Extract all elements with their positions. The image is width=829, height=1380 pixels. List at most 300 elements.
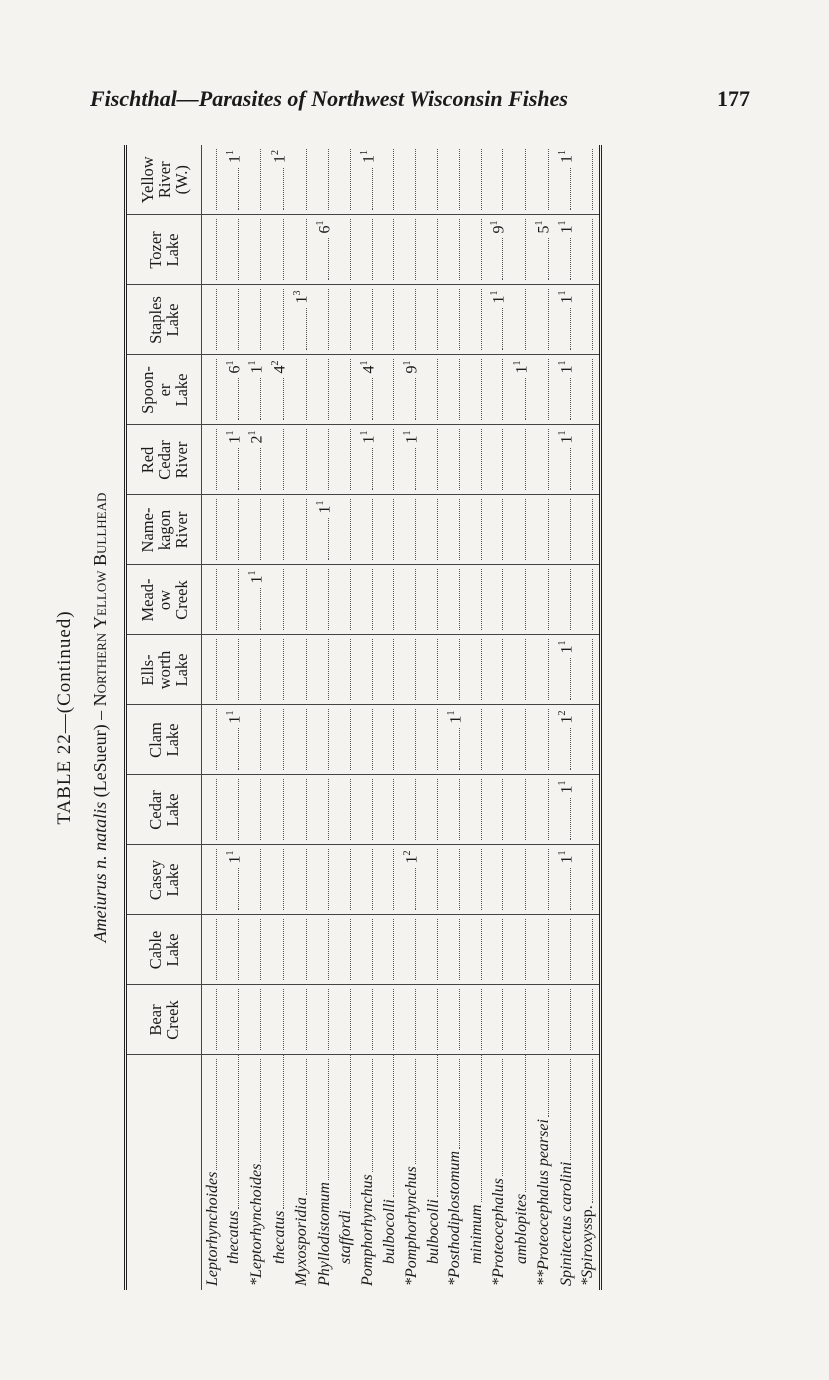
count-cell <box>510 425 533 495</box>
count-superscript: 2 <box>556 710 568 716</box>
count-cell <box>268 635 291 705</box>
parasite-name <box>423 1055 444 1290</box>
dot-leader <box>415 570 416 631</box>
dot-leader <box>502 640 503 701</box>
count-superscript: 1 <box>556 640 568 646</box>
dot-leader <box>260 500 261 561</box>
count-superscript: 1 <box>358 150 370 155</box>
count-superscript: 1 <box>556 220 568 226</box>
dot-leader <box>502 990 503 1051</box>
dot-leader <box>437 990 438 1051</box>
count-value <box>247 358 266 377</box>
count-cell <box>555 145 578 215</box>
dot-leader <box>592 850 593 911</box>
dot-leader <box>216 220 217 281</box>
dot-leader <box>283 850 284 911</box>
count-superscript: 1 <box>489 290 501 296</box>
count-cell <box>444 635 467 705</box>
count-cell <box>379 495 400 565</box>
count-superscript: 2 <box>269 360 281 366</box>
count-superscript: 1 <box>314 220 326 226</box>
dot-leader <box>306 500 307 561</box>
count-cell <box>313 705 336 775</box>
count-value <box>557 428 576 447</box>
subtitle-author: (LeSueur) <box>90 724 110 798</box>
count-cell <box>401 705 424 775</box>
count-cell <box>533 635 556 705</box>
count-cell <box>223 425 246 495</box>
dot-leader <box>283 570 284 631</box>
count-cell <box>357 845 380 915</box>
dot-leader <box>372 168 373 211</box>
count-cell <box>291 635 314 705</box>
dot-leader <box>525 920 526 981</box>
count-superscript: 1 <box>534 220 546 226</box>
column-header-line: Mead- <box>137 578 157 622</box>
count-cell <box>357 145 380 215</box>
count-cell <box>401 495 424 565</box>
count-cell <box>379 915 400 985</box>
count-cell <box>401 215 424 285</box>
count-cell <box>401 985 424 1055</box>
count-cell <box>268 915 291 985</box>
count-superscript: 3 <box>292 290 304 296</box>
count-cell <box>246 565 269 635</box>
dot-leader <box>415 990 416 1051</box>
dot-leader <box>216 290 217 351</box>
dot-leader <box>502 500 503 561</box>
dot-leader <box>459 570 460 631</box>
count-cell <box>202 355 224 425</box>
column-header-line: Cedar <box>146 790 165 830</box>
dot-leader <box>260 449 261 491</box>
parasite-table <box>124 145 602 1290</box>
dot-leader <box>238 990 239 1051</box>
count-cell <box>223 915 246 985</box>
count-value <box>557 848 576 867</box>
dot-leader <box>415 379 416 421</box>
count-cell <box>291 845 314 915</box>
count-cell <box>336 285 357 355</box>
count-cell <box>357 775 380 845</box>
column-header <box>127 355 202 425</box>
count-number: 1 <box>558 225 576 234</box>
table-row <box>444 145 467 1290</box>
dot-leader <box>350 850 351 911</box>
count-cell <box>357 215 380 285</box>
count-cell <box>401 355 424 425</box>
dot-leader <box>548 500 549 561</box>
dot-leader <box>525 149 526 211</box>
count-cell <box>423 215 444 285</box>
dot-leader <box>283 990 284 1051</box>
count-cell <box>246 145 269 215</box>
count-cell <box>291 355 314 425</box>
count-value <box>359 147 378 166</box>
dot-leader <box>216 570 217 631</box>
parasite-label: bulbocolli <box>424 1199 442 1264</box>
page-number: 177 <box>717 86 750 111</box>
parasite-name <box>336 1055 357 1290</box>
column-header <box>127 845 202 915</box>
dot-leader <box>238 1055 239 1209</box>
column-header-line: Lake <box>163 933 182 967</box>
count-cell <box>379 425 400 495</box>
count-number: 1 <box>558 435 576 444</box>
count-value <box>489 218 508 237</box>
count-cell <box>578 845 599 915</box>
count-cell <box>510 145 533 215</box>
count-cell <box>223 145 246 215</box>
count-value <box>270 147 289 166</box>
count-number: 1 <box>226 855 244 864</box>
dot-leader <box>415 449 416 491</box>
count-cell <box>488 775 511 845</box>
dot-leader <box>393 920 394 981</box>
table-title: TABLE 22—(Continued) <box>54 610 75 825</box>
dot-leader <box>306 570 307 631</box>
dot-leader <box>592 780 593 841</box>
count-superscript: 1 <box>402 360 414 366</box>
table-row <box>313 145 336 1290</box>
count-number: 1 <box>359 155 377 163</box>
count-cell <box>223 635 246 705</box>
count-cell <box>401 145 424 215</box>
dot-leader <box>306 710 307 771</box>
count-cell <box>268 705 291 775</box>
count-value <box>247 428 266 447</box>
dot-leader <box>502 149 503 211</box>
count-number: 1 <box>513 365 531 374</box>
dot-leader <box>570 449 571 491</box>
dot-leader <box>328 710 329 771</box>
count-cell <box>202 285 224 355</box>
dot-leader <box>216 430 217 491</box>
dot-leader <box>592 430 593 491</box>
dot-leader <box>525 780 526 841</box>
dot-leader <box>592 570 593 631</box>
table-row <box>357 145 380 1290</box>
dot-leader <box>437 290 438 351</box>
count-cell <box>488 285 511 355</box>
dot-leader <box>328 239 329 281</box>
dot-leader <box>283 430 284 491</box>
dot-leader <box>525 850 526 911</box>
column-header-line: Lake <box>163 793 182 827</box>
dot-leader <box>283 168 284 211</box>
dot-leader <box>415 149 416 211</box>
column-header-line: Bear <box>146 1004 165 1036</box>
count-cell <box>336 565 357 635</box>
dot-leader <box>393 500 394 561</box>
dot-leader <box>481 990 482 1051</box>
parasite-name <box>313 1055 336 1290</box>
count-cell <box>488 495 511 565</box>
running-head-title: Fischthal—Parasites of Northwest Wisconsin Fishes <box>90 86 568 111</box>
dot-leader <box>525 1055 526 1192</box>
dot-leader <box>481 430 482 491</box>
parasite-label: staffordi <box>337 1210 355 1264</box>
dot-leader <box>459 220 460 281</box>
count-number: 1 <box>271 155 289 163</box>
table-row <box>379 145 400 1290</box>
dot-leader <box>592 990 593 1051</box>
dot-leader <box>393 360 394 421</box>
column-header-line: (W.) <box>171 165 191 195</box>
count-cell <box>313 845 336 915</box>
count-cell <box>401 845 424 915</box>
dot-leader <box>216 920 217 981</box>
dot-leader <box>372 290 373 351</box>
dot-leader <box>437 640 438 701</box>
parasite-name <box>467 1055 488 1290</box>
count-number: 6 <box>226 365 244 374</box>
dot-leader <box>238 500 239 561</box>
count-cell <box>578 215 599 285</box>
count-number: 1 <box>558 295 576 304</box>
dot-leader <box>570 729 571 771</box>
count-cell <box>533 425 556 495</box>
dot-leader <box>459 360 460 421</box>
dot-leader <box>548 710 549 771</box>
count-cell <box>246 845 269 915</box>
dot-leader <box>415 220 416 281</box>
dot-leader <box>570 990 571 1051</box>
parasite-label: *Proteocephalus <box>489 1178 507 1286</box>
parasite-name <box>246 1055 269 1290</box>
count-cell <box>444 705 467 775</box>
dot-leader <box>216 850 217 911</box>
dot-leader <box>570 920 571 981</box>
count-value <box>315 218 334 237</box>
count-cell <box>223 215 246 285</box>
count-cell <box>533 215 556 285</box>
count-cell <box>202 425 224 495</box>
dot-leader <box>328 850 329 911</box>
column-header <box>127 915 202 985</box>
dot-leader <box>283 780 284 841</box>
dot-leader <box>350 290 351 351</box>
dot-leader <box>481 640 482 701</box>
parasite-name <box>555 1055 578 1290</box>
count-cell <box>246 635 269 705</box>
count-cell <box>223 285 246 355</box>
count-cell <box>555 985 578 1055</box>
dot-leader <box>570 659 571 701</box>
parasite-name <box>533 1055 556 1290</box>
dot-leader <box>548 850 549 911</box>
count-cell <box>444 915 467 985</box>
count-cell <box>423 985 444 1055</box>
parasite-name <box>444 1055 467 1290</box>
column-header-line: River <box>154 161 174 199</box>
count-cell <box>336 635 357 705</box>
dot-leader <box>238 290 239 351</box>
count-cell <box>246 425 269 495</box>
count-cell <box>555 355 578 425</box>
dot-leader <box>525 379 526 421</box>
count-cell <box>357 285 380 355</box>
count-cell <box>291 985 314 1055</box>
count-number: 4 <box>359 365 377 374</box>
count-cell <box>488 705 511 775</box>
column-header-line: worth <box>154 650 174 690</box>
count-cell <box>357 355 380 425</box>
dot-leader <box>393 1055 394 1197</box>
count-cell <box>533 775 556 845</box>
count-number: 1 <box>226 155 244 163</box>
dot-leader <box>260 379 261 421</box>
dot-leader <box>350 920 351 981</box>
count-cell <box>578 285 599 355</box>
dot-leader <box>570 1060 571 1160</box>
dot-leader <box>306 780 307 841</box>
count-cell <box>444 145 467 215</box>
count-cell <box>379 145 400 215</box>
count-cell <box>268 215 291 285</box>
count-cell <box>379 285 400 355</box>
column-header <box>127 705 202 775</box>
count-cell <box>533 985 556 1055</box>
count-cell <box>246 705 269 775</box>
count-value <box>359 358 378 377</box>
count-cell <box>510 985 533 1055</box>
count-cell <box>578 565 599 635</box>
dot-leader <box>372 570 373 631</box>
dot-leader <box>306 1060 307 1196</box>
count-number: 1 <box>226 715 244 724</box>
count-cell <box>488 635 511 705</box>
count-cell <box>423 285 444 355</box>
dot-leader <box>592 1060 593 1204</box>
dot-leader <box>592 500 593 561</box>
parasite-label: Myxosporidia <box>293 1197 311 1286</box>
count-cell <box>379 845 400 915</box>
count-cell <box>467 145 488 215</box>
count-superscript: 1 <box>556 150 568 155</box>
column-header-line: er <box>154 383 174 397</box>
dot-leader <box>372 449 373 491</box>
count-superscript: 2 <box>269 150 281 155</box>
count-cell <box>246 985 269 1055</box>
count-cell <box>268 425 291 495</box>
count-cell <box>510 565 533 635</box>
count-cell <box>467 285 488 355</box>
dot-leader <box>393 149 394 211</box>
dot-leader <box>306 920 307 981</box>
dot-leader <box>437 360 438 421</box>
count-cell <box>423 775 444 845</box>
count-cell <box>202 705 224 775</box>
subtitle-common-name: Northern Yellow Bullhead <box>90 492 110 707</box>
count-cell <box>336 845 357 915</box>
count-cell <box>291 215 314 285</box>
parasite-name <box>223 1055 246 1290</box>
column-header-line: Clam <box>146 722 165 758</box>
count-cell <box>533 565 556 635</box>
count-number: 1 <box>558 715 576 724</box>
dot-leader <box>481 570 482 631</box>
dot-leader <box>548 290 549 351</box>
column-header-line: Cedar <box>154 440 174 480</box>
count-number: 1 <box>558 645 576 654</box>
dot-leader <box>592 220 593 281</box>
dot-leader <box>238 780 239 841</box>
count-value <box>534 218 553 237</box>
dot-leader <box>459 920 460 981</box>
count-cell <box>268 285 291 355</box>
count-cell <box>444 495 467 565</box>
count-cell <box>467 635 488 705</box>
count-cell <box>510 635 533 705</box>
dot-leader <box>481 850 482 911</box>
dot-leader <box>548 780 549 841</box>
column-header <box>127 775 202 845</box>
count-cell <box>313 145 336 215</box>
count-number: 5 <box>535 225 553 234</box>
count-cell <box>444 985 467 1055</box>
count-cell <box>313 565 336 635</box>
dot-leader <box>481 500 482 561</box>
dot-leader <box>437 220 438 281</box>
column-header-line: River <box>171 511 191 549</box>
table-row <box>555 145 578 1290</box>
count-superscript: 1 <box>556 430 568 436</box>
count-cell <box>423 845 444 915</box>
count-cell <box>202 635 224 705</box>
dot-leader <box>525 990 526 1051</box>
count-cell <box>291 705 314 775</box>
dot-leader <box>437 430 438 491</box>
count-cell <box>467 705 488 775</box>
parasite-name <box>401 1055 424 1290</box>
count-superscript: 1 <box>402 430 414 436</box>
dot-leader <box>260 290 261 351</box>
count-cell <box>202 845 224 915</box>
count-cell <box>268 985 291 1055</box>
dot-leader <box>238 729 239 771</box>
count-number: 1 <box>359 435 377 444</box>
dot-leader <box>502 710 503 771</box>
dot-leader <box>592 290 593 351</box>
count-cell <box>578 425 599 495</box>
count-cell <box>510 495 533 565</box>
count-cell <box>533 915 556 985</box>
parasite-name <box>291 1055 314 1290</box>
dot-leader <box>328 640 329 701</box>
count-cell <box>533 495 556 565</box>
dot-leader <box>415 869 416 911</box>
dot-leader <box>570 799 571 841</box>
count-cell <box>467 985 488 1055</box>
count-cell <box>555 775 578 845</box>
column-header-line: Lake <box>163 863 182 897</box>
count-cell <box>488 845 511 915</box>
count-cell <box>202 565 224 635</box>
dot-leader <box>459 430 460 491</box>
dot-leader <box>350 430 351 491</box>
dot-leader <box>260 990 261 1051</box>
count-cell <box>291 495 314 565</box>
count-cell <box>533 145 556 215</box>
count-cell <box>223 565 246 635</box>
count-value <box>315 498 334 517</box>
count-cell <box>488 355 511 425</box>
count-cell <box>268 565 291 635</box>
count-value <box>270 358 289 377</box>
dot-leader <box>592 640 593 701</box>
count-number: 4 <box>271 365 289 374</box>
